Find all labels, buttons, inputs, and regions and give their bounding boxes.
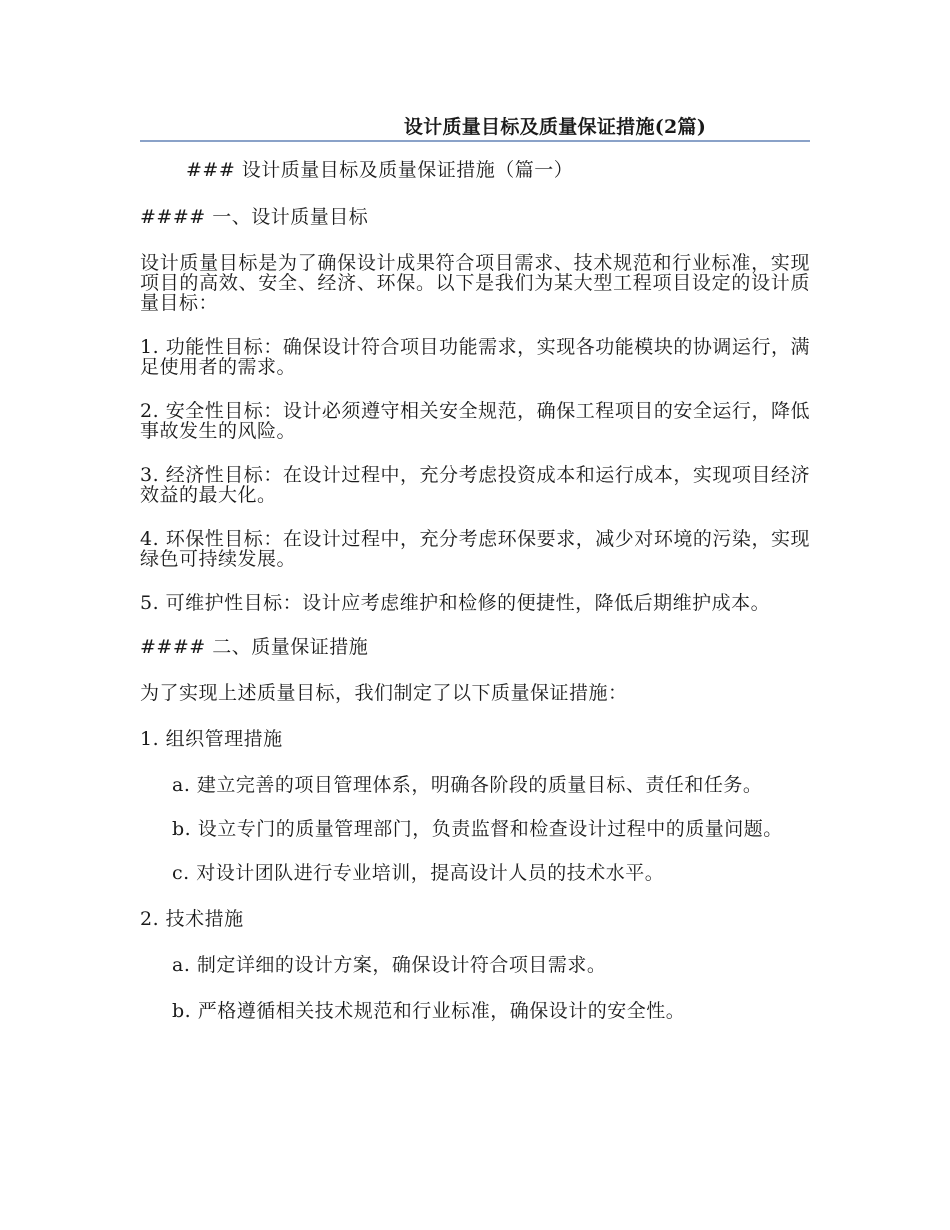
sub-item-management-system: a. 建立完善的项目管理体系，明确各阶段的质量目标、责任和任务。 (172, 774, 763, 796)
sub-item-training: c. 对设计团队进行专业培训，提高设计人员的技术水平。 (172, 862, 665, 884)
document-title: 设计质量目标及质量保证措施(2篇) (403, 116, 707, 138)
list-item-economic-goal: 3. 经济性目标：在设计过程中，充分考虑投资成本和运行成本，实现项目经济效益的最大化。 (140, 464, 810, 506)
section-heading-part-one: ### 设计质量目标及质量保证措施（篇一） (186, 159, 574, 181)
list-item-functional-goal: 1. 功能性目标：确保设计符合项目功能需求，实现各功能模块的协调运行，满足使用者的需求。 (140, 336, 810, 378)
sub-item-quality-department: b. 设立专门的质量管理部门，负责监督和检查设计过程中的质量问题。 (172, 818, 783, 840)
paragraph-qa-intro: 为了实现上述质量目标，我们制定了以下质量保证措施： (140, 682, 628, 704)
list-item-environmental-goal: 4. 环保性目标：在设计过程中，充分考虑环保要求，减少对环境的污染，实现绿色可持续发展。 (140, 528, 810, 570)
list-item-technical-measures: 2. 技术措施 (140, 908, 244, 930)
list-item-safety-goal: 2. 安全性目标：设计必须遵守相关安全规范，确保工程项目的安全运行，降低事故发生的风险。 (140, 400, 810, 442)
sub-item-design-plan: a. 制定详细的设计方案，确保设计符合项目需求。 (172, 954, 607, 976)
paragraph-intro: 设计质量目标是为了确保设计成果符合项目需求、技术规范和行业标准，实现项目的高效、安全、经济、环保。以下是我们为某大型工程项目设定的设计质量目标： (140, 252, 810, 314)
title-divider (140, 140, 810, 142)
subheading-quality-assurance: #### 二、质量保证措施 (140, 636, 369, 658)
list-item-organizational-measures: 1. 组织管理措施 (140, 728, 283, 750)
list-item-maintainability-goal: 5. 可维护性目标：设计应考虑维护和检修的便捷性，降低后期维护成本。 (140, 592, 771, 614)
document-body (140, 160, 810, 1045)
subheading-design-quality-goals: #### 一、设计质量目标 (140, 206, 369, 228)
sub-item-standards: b. 严格遵循相关技术规范和行业标准，确保设计的安全性。 (172, 1000, 686, 1022)
